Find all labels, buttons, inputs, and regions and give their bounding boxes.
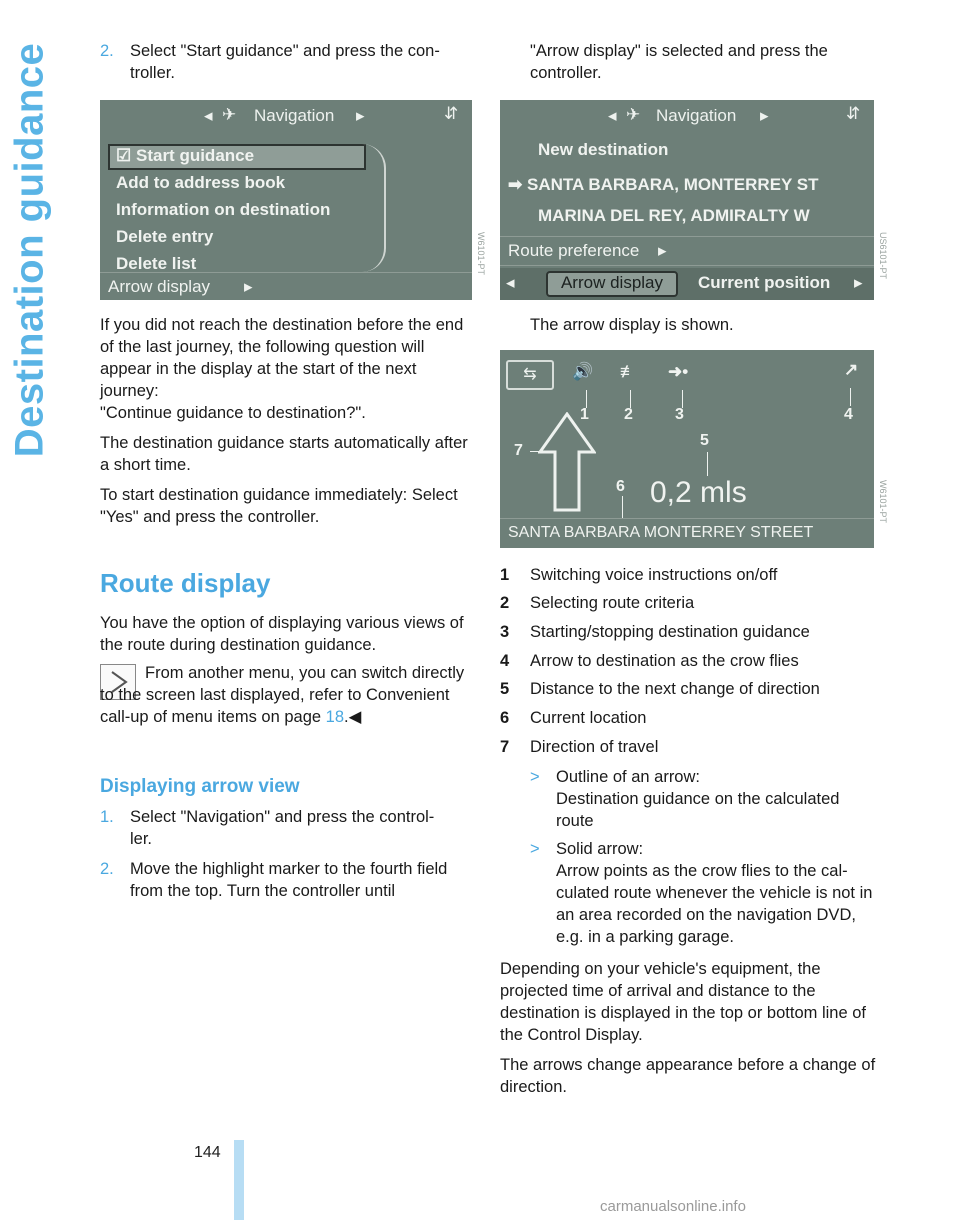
para-route-views: You have the option of displaying various views of the route during destination guidance. — [100, 614, 464, 654]
label-2: 2 — [624, 406, 633, 423]
chevron-right-icon: ▸ — [244, 277, 253, 296]
nav-icon: ✈ — [222, 105, 237, 124]
sub-solid-arrow: > Solid arrow: Arrow points as the crow flies to the cal-culated route whenever the vehicle is not in an area recorded on the navigation DVD, e.g. in a parking garage. — [530, 840, 873, 946]
label-5: 5 — [700, 432, 709, 449]
para-arrow-shown: The arrow display is shown. — [530, 316, 734, 334]
menu-item-delete-list[interactable]: Delete list — [116, 254, 197, 273]
current-position-button[interactable]: Current position — [698, 273, 831, 292]
menu-item-add-address[interactable]: Add to address book — [116, 173, 286, 192]
legend-item-2: 2 Selecting route criteria — [500, 594, 695, 612]
chevron-right-icon: ▸ — [356, 106, 365, 125]
route-screen — [500, 100, 874, 300]
label-4: 4 — [844, 406, 853, 423]
note-convenient-callup: From another menu, you can switch directly to the screen last displayed, refer to Convenient call-up of menu items on page 18.◀ — [100, 664, 465, 726]
step-2-start-guidance: 2. Select "Start guidance" and press the con- troller. — [100, 42, 440, 82]
heading-route-display: Route display — [100, 568, 271, 598]
sub-outline-arrow: > Outline of an arrow: Destination guidance on the calculated route — [530, 768, 840, 830]
crow-arrow-icon: ↗ — [844, 360, 859, 379]
para-immediate-start: To start destination guidance immediately: Select "Yes" and press the controller. — [100, 486, 458, 526]
heading-arrow-view: Displaying arrow view — [100, 776, 300, 797]
para-arrow-selected: "Arrow display" is selected and press the controller. — [530, 42, 828, 82]
distance-value: 0,2 mls — [650, 476, 747, 509]
arrow-right-icon: ➡ — [508, 175, 523, 194]
settings-icon: ⇵ — [444, 104, 459, 123]
legend-item-1: 1 Switching voice instructions on/off — [500, 566, 778, 584]
page-bar — [234, 1140, 244, 1220]
route-criteria-icon[interactable]: ≢ — [620, 362, 637, 381]
scrollbar[interactable] — [362, 144, 386, 272]
step-2-move-highlight: 2. Move the highlight marker to the fourth field from the top. Turn the controller until — [100, 860, 448, 900]
chevron-left-icon[interactable]: ◂ — [506, 273, 515, 292]
legend-item-3: 3 Starting/stopping destination guidance — [500, 623, 810, 641]
watermark: carmanualsonline.info — [600, 1198, 746, 1215]
figure-code: W6101-PT — [476, 232, 486, 276]
direction-arrow-icon — [538, 412, 596, 512]
legend-item-4: 4 Arrow to destination as the crow flies — [500, 652, 799, 670]
chevron-left-icon: ◂ — [608, 106, 617, 125]
label-7: 7 — [514, 442, 523, 459]
chevron-left-icon: ◂ — [204, 106, 213, 125]
arrow-screen — [500, 350, 874, 548]
para-auto-start: The destination guidance starts automatically after a short time. — [100, 434, 468, 474]
route-preference-row[interactable]: Route preference ▸ — [500, 236, 874, 266]
para-arrows-change: The arrows change appearance before a change of direction. — [500, 1056, 876, 1096]
settings-icon: ⇵ — [846, 104, 861, 123]
menu-screen — [100, 100, 472, 300]
screen-footer[interactable]: Arrow display ▸ — [100, 272, 472, 300]
page-link[interactable]: 18 — [325, 708, 344, 726]
chevron-right-icon[interactable]: ▸ — [854, 273, 863, 292]
figure-code: W6101-PT — [878, 480, 888, 524]
row-marina-del-rey[interactable]: MARINA DEL REY, ADMIRALTY W — [538, 206, 810, 225]
legend-item-6: 6 Current location — [500, 709, 647, 727]
menu-item-delete-entry[interactable]: Delete entry — [116, 227, 214, 246]
label-3: 3 — [675, 406, 684, 423]
bottom-bar — [500, 268, 874, 300]
street-bar: SANTA BARBARA MONTERREY STREET — [500, 518, 874, 548]
page-number: 144 — [194, 1144, 221, 1161]
screen-header — [100, 100, 472, 134]
label-6: 6 — [616, 478, 625, 495]
guidance-icon[interactable]: ➜• — [668, 362, 689, 381]
screen-title: Navigation — [656, 106, 737, 125]
legend-item-5: 5 Distance to the next change of direction — [500, 680, 820, 698]
para-equipment: Depending on your vehicle's equipment, the projected time of arrival and distance to the destination is displayed in the top or bottom line of the Control Display. — [500, 960, 866, 1044]
back-icon[interactable]: ⇆ — [506, 360, 554, 390]
arrow-display-button[interactable]: Arrow display — [546, 271, 678, 297]
legend-item-7: 7 Direction of travel — [500, 738, 659, 756]
nav-icon: ✈ — [626, 105, 641, 124]
figure-code: US6101-PT — [878, 232, 888, 280]
step-1-select-navigation: 1. Select "Navigation" and press the control- ler. — [100, 808, 435, 848]
row-new-destination[interactable]: New destination — [538, 140, 669, 159]
label-1: 1 — [580, 406, 589, 423]
chevron-right-icon: ▸ — [658, 241, 667, 260]
chapter-title: Destination guidance — [7, 42, 52, 458]
screen-title: Navigation — [254, 106, 335, 125]
voice-icon[interactable]: 🔊 — [572, 362, 594, 381]
menu-item-info-destination[interactable]: Information on destination — [116, 200, 331, 219]
menu-item-start-guidance[interactable]: ☑ Start guidance — [108, 144, 366, 170]
para-continue-question: If you did not reach the destination before the end of the last journey, the following question will appear in the display at the start of the next journey: "Continue guidance to destination?". — [100, 316, 464, 422]
row-santa-barbara[interactable]: ➡ SANTA BARBARA, MONTERREY ST — [508, 175, 819, 194]
side-tab — [0, 0, 62, 1220]
check-icon: ☑ — [116, 146, 132, 165]
screen-header — [500, 100, 874, 134]
chevron-right-icon: ▸ — [760, 106, 769, 125]
